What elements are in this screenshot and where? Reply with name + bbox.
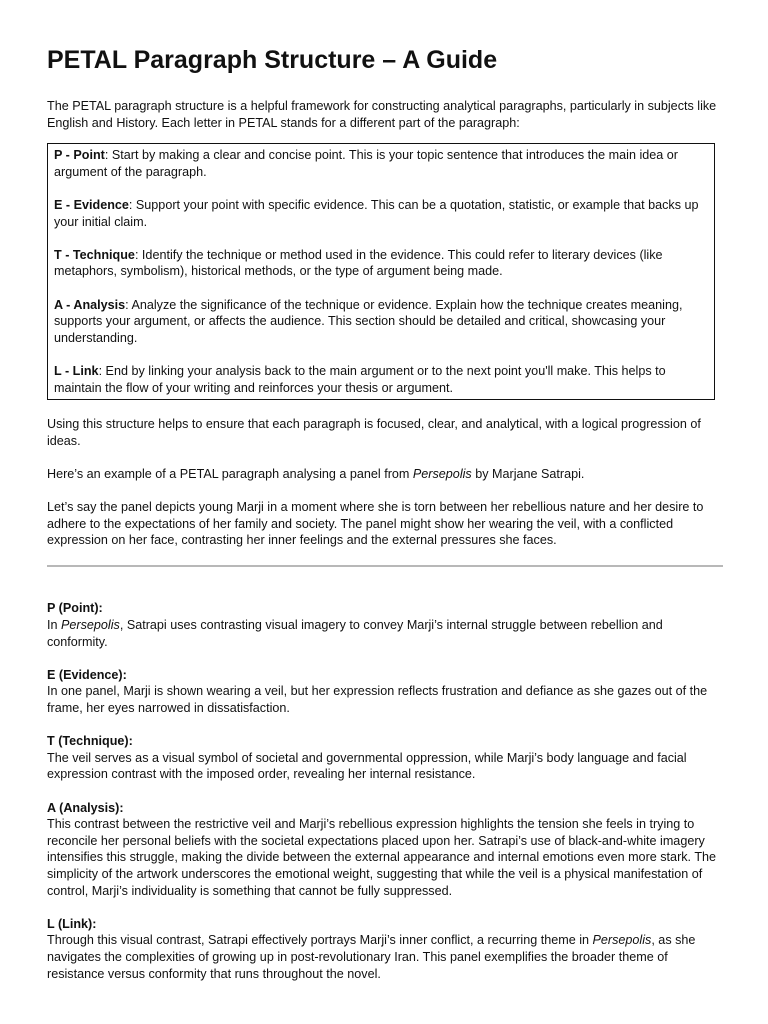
example-link-section [47,916,723,982]
petal-item-text: : Support your point with specific evidence. This can be a quotation, statistic, or example that backs up your initial claim. [54,197,699,229]
section-heading: A (Analysis): [47,800,124,815]
section-heading: L (Link): [47,916,97,931]
petal-item-letter [54,148,105,162]
petal-item-evidence [54,197,707,230]
section-body: In one panel, Marji is shown wearing a veil, but her expression reflects frustration and defiance as she gazes out of the frame, her eyes narrowed in dissatisfaction. [47,684,708,715]
page-title: PETAL Paragraph Structure – A Guide [47,46,498,74]
section-text: , as she navigates the complexities of growing up in post-revolutionary Iran. This panel exemplifies the broader theme of resistance versus conformity that runs throughout the novel. [47,933,696,981]
petal-item-prefix: E - [54,197,74,212]
section-text: In [47,618,62,633]
example-intro-paragraph [47,466,723,483]
work-title: Persepolis [592,933,652,948]
example-evidence-section [47,667,723,717]
section-heading: E (Evidence): [47,667,127,682]
petal-definition-box [47,143,715,400]
petal-item-letter [54,298,125,312]
section-body [47,932,723,982]
petal-item-text: : Analyze the significance of the technique or evidence. Explain how the technique creates meaning, supports your argument, or affects the audience. This section should be detailed and critical, showcasing your understanding. [54,297,683,345]
petal-item-term: Point [73,148,105,163]
petal-item-term: Analysis [73,297,126,312]
petal-item-point [54,147,707,180]
petal-item-letter [54,364,99,378]
example-analysis-section [47,800,723,900]
petal-item-letter [54,248,135,262]
section-heading: T (Technique): [47,734,133,749]
section-heading: P (Point): [47,601,103,616]
petal-item-term: Link [72,363,99,378]
section-text: , Satrapi uses contrasting visual imagery to convey Marji’s internal struggle between rebellion and conformity. [47,618,663,649]
example-point-section [47,600,723,650]
section-text: Through this visual contrast, Satrapi effectively portrays Marji’s inner conflict, a recurring theme in [47,933,593,948]
petal-item-technique [54,247,707,280]
section-divider [47,565,723,567]
petal-item-analysis [54,297,707,347]
petal-item-letter [54,198,129,212]
section-body: The veil serves as a visual symbol of societal and governmental oppression, while Marji’s body language and facial expression contrast with the imposed order, revealing her internal resistance. [47,750,687,782]
example-technique-section [47,733,723,783]
example-intro-text: by Marjane Satrapi. [471,466,585,481]
petal-item-text: : End by linking your analysis back to the main argument or to the next point you'll make. This helps to maintain the flow of your writing and reinforces your thesis or argument. [54,363,666,395]
petal-item-prefix: L - [54,363,73,378]
section-body [47,617,723,650]
petal-item-link [54,363,707,396]
section-body: This contrast between the restrictive veil and Marji’s rebellious expression highlights the tension she feels in trying to reconcile her personal beliefs with the societal expectations placed upon her. Satrapi’s use of black-and-white imagery intensifies this struggle, making the divide between the external appearance and internal emotions even more stark. The simplicity of the artwork underscores the emotional weight, suggesting that while the veil is a physical manifestation of control, Marji’s individuality is something that cannot be fully suppressed. [47,817,717,898]
document-page [47,44,723,999]
petal-item-prefix: A - [54,297,74,312]
petal-item-prefix: T - [54,247,73,262]
example-intro-text: Here’s an example of a PETAL paragraph analysing a panel from [47,466,413,481]
intro-paragraph: The PETAL paragraph structure is a helpful framework for constructing analytical paragraphs, particularly in subjects like English and History. Each letter in PETAL stands for a different part of the paragraph: [47,99,717,130]
work-title: Persepolis [61,618,120,633]
petal-item-term: Evidence [73,197,129,212]
work-title: Persepolis [412,466,472,481]
petal-item-text: : Start by making a clear and concise point. This is your topic sentence that introduces the main idea or argument of the paragraph. [54,148,678,179]
petal-item-text: : Identify the technique or method used in the evidence. This could refer to literary devices (like metaphors, symbolism), historical methods, or the type of argument being made. [54,247,663,279]
petal-item-term: Technique [72,247,135,262]
usage-paragraph: Using this structure helps to ensure that each paragraph is focused, clear, and analytical, with a logical progression of ideas. [47,417,701,448]
petal-item-prefix: P - [54,148,74,163]
scenario-paragraph: Let’s say the panel depicts young Marji in a moment where she is torn between her rebellious nature and her desire to adhere to the expectations of her family and society. The panel might show her wearing the veil, with a conflicted expression on her face, contrasting her inner feelings and the external pressures she faces. [47,500,704,548]
